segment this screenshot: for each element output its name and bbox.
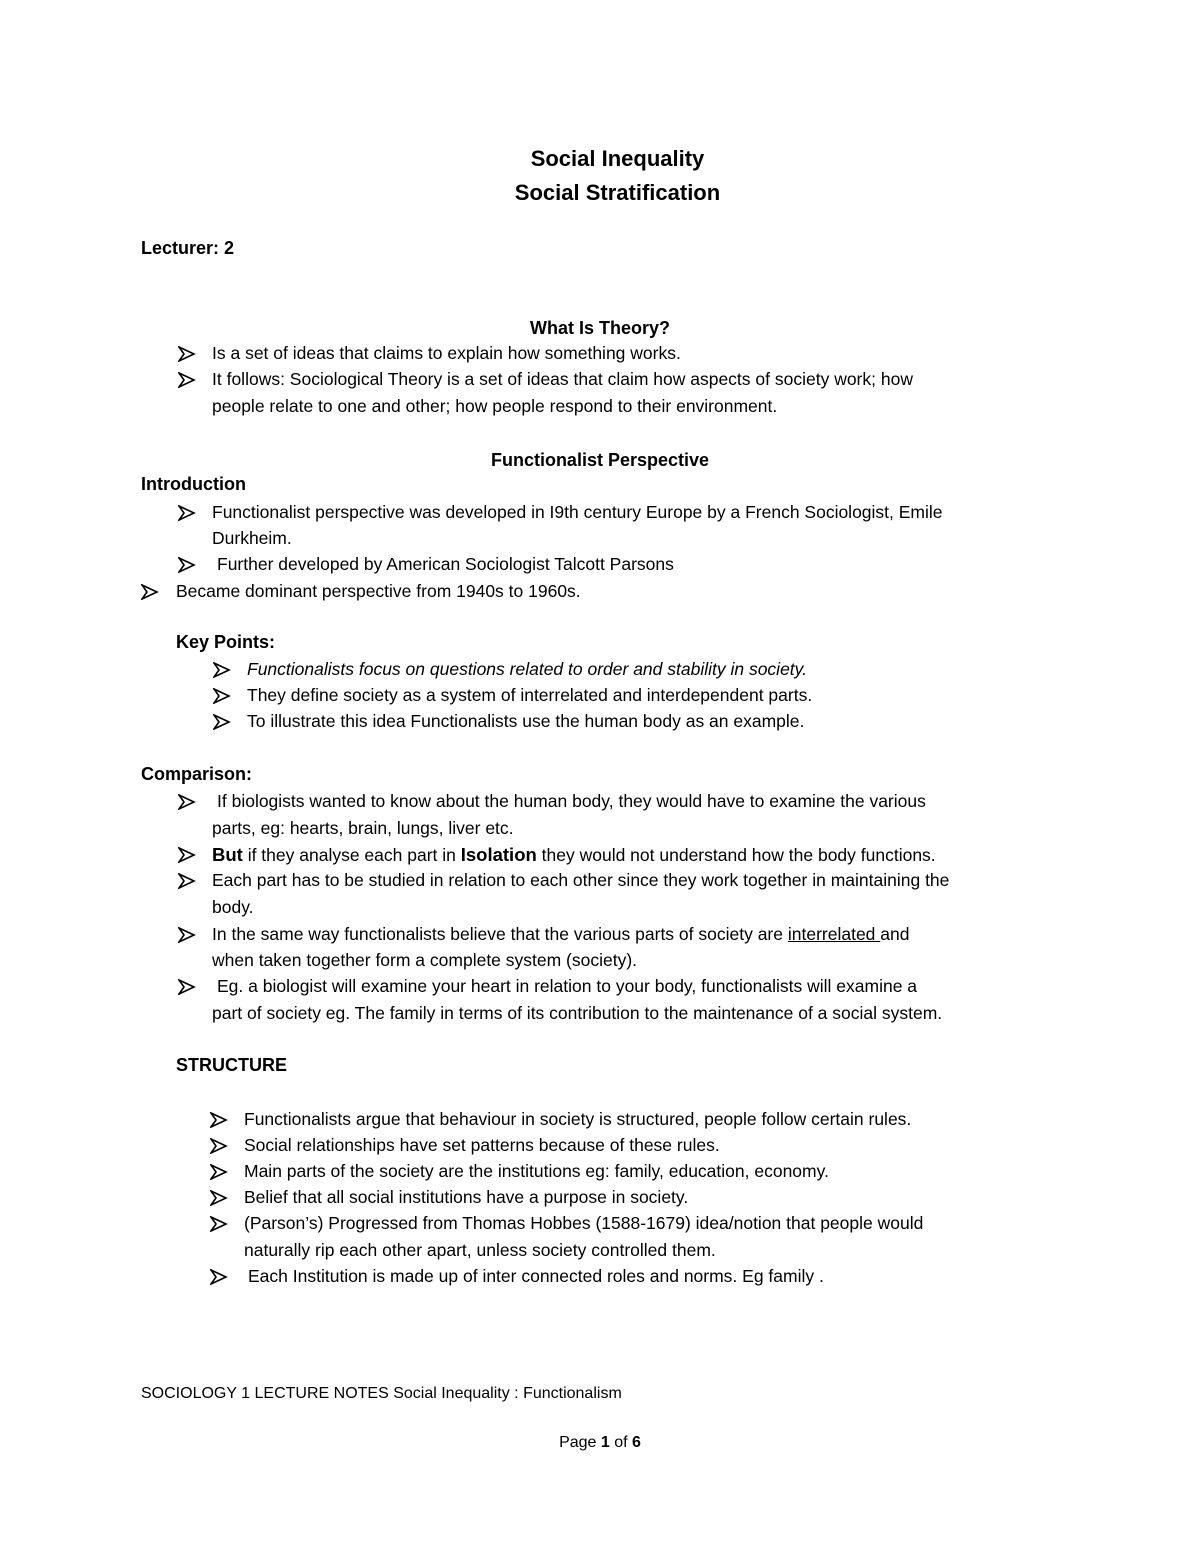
bullet-arrow-icon	[210, 1138, 228, 1154]
bullet-arrow-icon	[178, 927, 196, 943]
structure-item-5-cont: naturally rip each other apart, unless society controlled them.	[244, 1240, 716, 1260]
bullet-arrow-icon	[178, 979, 196, 995]
structure-item-1: Functionalists argue that behaviour in society is structured, people follow certain rules.	[244, 1109, 912, 1129]
intro-item-1: Functionalist perspective was developed in I9th century Europe by a French Sociologist, Emile	[212, 502, 943, 522]
section-heading-functionalist: Functionalist Perspective	[490, 450, 710, 470]
interrelated-word: interrelated	[787, 924, 881, 944]
bullet-arrow-icon	[178, 847, 196, 863]
structure-heading: STRUCTURE	[176, 1055, 287, 1075]
page-total: 6	[632, 1434, 641, 1451]
intro-item-2: Further developed by American Sociologist Talcott Parsons	[217, 554, 674, 574]
bullet-arrow-icon	[178, 557, 196, 573]
structure-item-4: Belief that all social institutions have a purpose in society.	[244, 1187, 689, 1207]
bullet-arrow-icon	[213, 662, 231, 678]
page-label: Page	[559, 1434, 601, 1451]
theory-item-2: It follows: Sociological Theory is a set of ideas that claim how aspects of society work; how	[212, 369, 913, 389]
bullet-arrow-icon	[178, 794, 196, 810]
comparison-item-2-mid: if they analyse each part in	[242, 845, 461, 865]
comparison-item-1-cont: parts, eg: hearts, brain, lungs, liver etc.	[212, 818, 514, 838]
page-footer-text: SOCIOLOGY 1 LECTURE NOTES Social Inequality : Functionalism	[141, 1385, 622, 1402]
bullet-arrow-icon	[210, 1216, 228, 1232]
structure-item-3: Main parts of the society are the institutions eg: family, education, economy.	[244, 1161, 829, 1181]
key-point-1: Functionalists focus on questions related to order and stability in society.	[247, 659, 807, 679]
structure-item-5: (Parson’s) Progressed from Thomas Hobbes (1588-1679) idea/notion that people would	[244, 1213, 924, 1233]
isolation-word: Isolation	[460, 844, 537, 865]
bullet-arrow-icon	[210, 1112, 228, 1128]
structure-item-2: Social relationships have set patterns because of these rules.	[244, 1135, 720, 1155]
intro-heading: Introduction	[141, 474, 246, 494]
bullet-arrow-icon	[213, 688, 231, 704]
document-title: Social Inequality	[530, 146, 705, 171]
bullet-arrow-icon	[210, 1164, 228, 1180]
comparison-item-2-end: they would not understand how the body functions.	[536, 845, 936, 865]
key-points-heading: Key Points:	[176, 632, 276, 652]
bullet-arrow-icon	[210, 1190, 228, 1206]
comparison-heading: Comparison:	[141, 764, 253, 784]
structure-item-6: Each Institution is made up of inter connected roles and norms. Eg family .	[248, 1266, 824, 1286]
comparison-item-1: If biologists wanted to know about the human body, they would have to examine the various	[217, 791, 926, 811]
page-number	[0, 1434, 1200, 1452]
comparison-item-5: Eg. a biologist will examine your heart in relation to your body, functionalists will examine a	[217, 976, 918, 996]
theory-item-2-cont: people relate to one and other; how people respond to their environment.	[212, 396, 778, 416]
section-heading-theory: What Is Theory?	[529, 318, 670, 338]
comparison-item-2	[212, 844, 936, 866]
bullet-arrow-icon	[178, 372, 196, 388]
lecturer-label: Lecturer: 2	[141, 238, 235, 258]
key-point-3: To illustrate this idea Functionalists use the human body as an example.	[247, 711, 805, 731]
but-word: But	[212, 844, 243, 865]
comparison-item-5-cont: part of society eg. The family in terms of its contribution to the maintenance of a social system.	[212, 1003, 943, 1023]
bullet-arrow-icon	[141, 584, 159, 600]
comparison-item-4-cont: when taken together form a complete system (society).	[212, 950, 638, 970]
page-current: 1	[600, 1434, 610, 1451]
bullet-arrow-icon	[213, 714, 231, 730]
document-subtitle: Social Stratification	[514, 180, 721, 205]
intro-item-3: Became dominant perspective from 1940s to 1960s.	[176, 581, 581, 601]
comparison-item-4	[212, 924, 909, 945]
bullet-arrow-icon	[210, 1269, 228, 1285]
bullet-arrow-icon	[178, 505, 196, 521]
bullet-arrow-icon	[178, 346, 196, 362]
key-point-2: They define society as a system of interrelated and interdependent parts.	[247, 685, 813, 705]
comparison-item-3-cont: body.	[212, 897, 254, 917]
of-label: of	[609, 1434, 633, 1451]
bullet-arrow-icon	[178, 873, 196, 889]
theory-item-1: Is a set of ideas that claims to explain how something works.	[212, 343, 681, 363]
intro-item-1-cont: Durkheim.	[212, 528, 292, 548]
comparison-item-4-pre: In the same way functionalists believe that the various parts of society are	[212, 924, 788, 944]
comparison-item-4-post: and	[880, 924, 910, 944]
comparison-item-3: Each part has to be studied in relation to each other since they work together in maintaining the	[212, 870, 950, 890]
